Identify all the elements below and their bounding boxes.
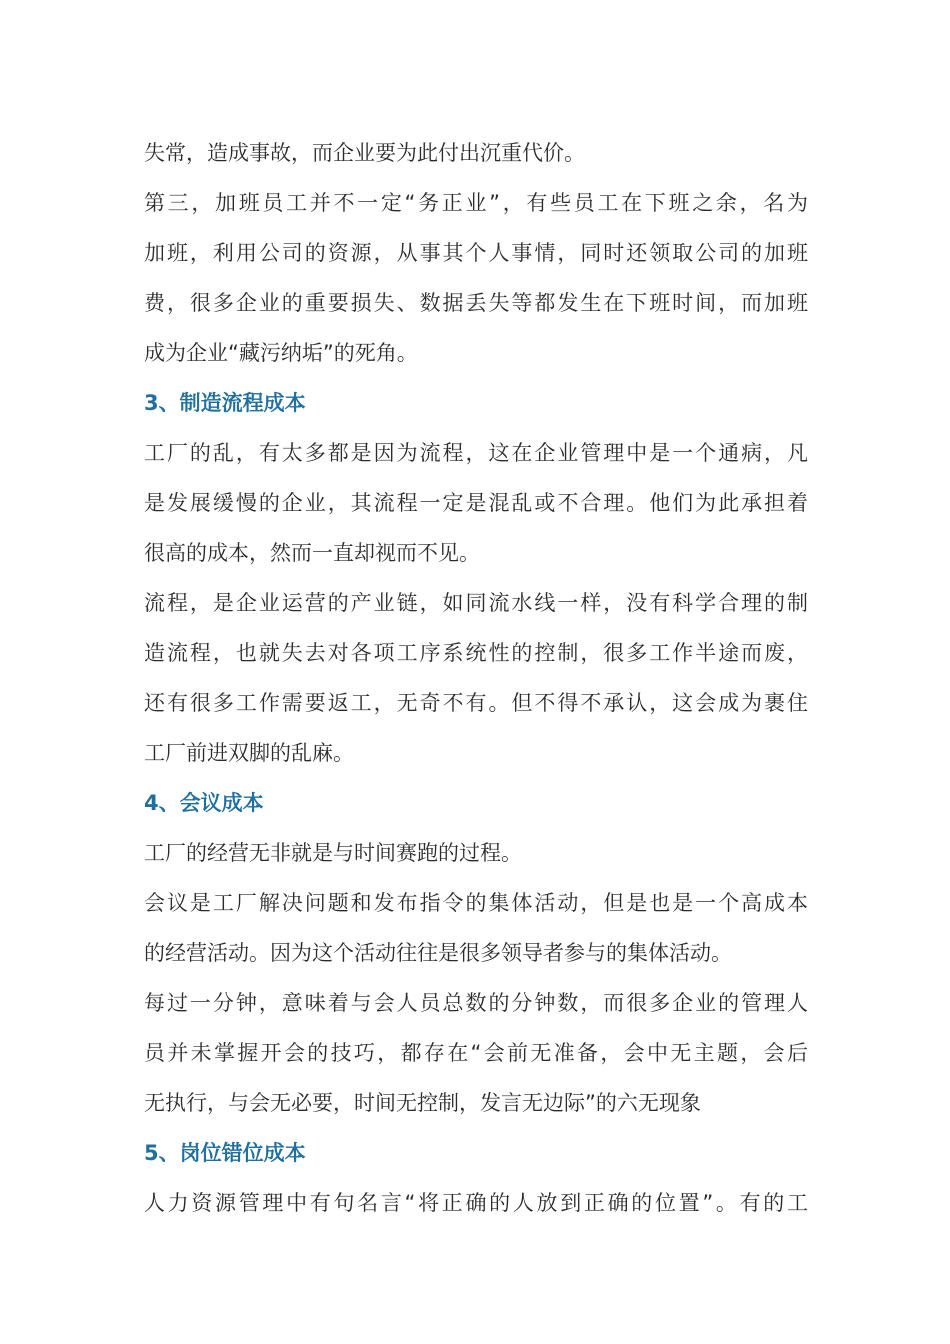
paragraph-line: 流程，是企业运营的产业链，如同流水线一样，没有科学合理的制: [144, 591, 808, 615]
paragraph-line: 成为企业“藏污纳垢”的死角。: [144, 341, 418, 365]
paragraph-line: 无执行，与会无必要，时间无控制，发言无边际”的六无现象: [144, 1091, 701, 1115]
paragraph-line: 人力资源管理中有句名言“将正确的人放到正确的位置”。有的工: [144, 1191, 808, 1215]
paragraph-line: 失常，造成事故，而企业要为此付出沉重代价。: [144, 141, 585, 165]
paragraph-line: 还有很多工作需要返工，无奇不有。但不得不承认，这会成为裹住: [144, 691, 808, 715]
section-heading: 4、会议成本: [144, 791, 264, 815]
paragraph-line: 会议是工厂解决问题和发布指令的集体活动，但是也是一个高成本: [144, 891, 808, 915]
paragraph-line: 第三，加班员工并不一定“务正业”，有些员工在下班之余，名为: [144, 191, 808, 215]
paragraph-line: 工厂前进双脚的乱麻。: [144, 741, 354, 765]
paragraph-line: 每过一分钟，意味着与会人员总数的分钟数，而很多企业的管理人: [144, 991, 808, 1015]
paragraph-line: 工厂的乱，有太多都是因为流程，这在企业管理中是一个通病，凡: [144, 441, 808, 465]
paragraph-line: 费，很多企业的重要损失、数据丢失等都发生在下班时间，而加班: [144, 291, 808, 315]
paragraph-line: 造流程，也就失去对各项工序系统性的控制，很多工作半途而废，: [144, 641, 808, 665]
paragraph-line: 的经营活动。因为这个活动往往是很多领导者参与的集体活动。: [144, 941, 732, 965]
document-body: [144, 128, 808, 1228]
paragraph-line: 员并未掌握开会的技巧，都存在“会前无准备，会中无主题，会后: [144, 1041, 808, 1065]
section-heading: 3、制造流程成本: [144, 391, 306, 415]
paragraph-line: 是发展缓慢的企业，其流程一定是混乱或不合理。他们为此承担着: [144, 491, 808, 515]
paragraph-line: 工厂的经营无非就是与时间赛跑的过程。: [144, 841, 522, 865]
section-heading: 5、岗位错位成本: [144, 1141, 306, 1165]
paragraph-line: 加班，利用公司的资源，从事其个人事情，同时还领取公司的加班: [144, 241, 808, 265]
paragraph-line: 很高的成本，然而一直却视而不见。: [144, 541, 480, 565]
